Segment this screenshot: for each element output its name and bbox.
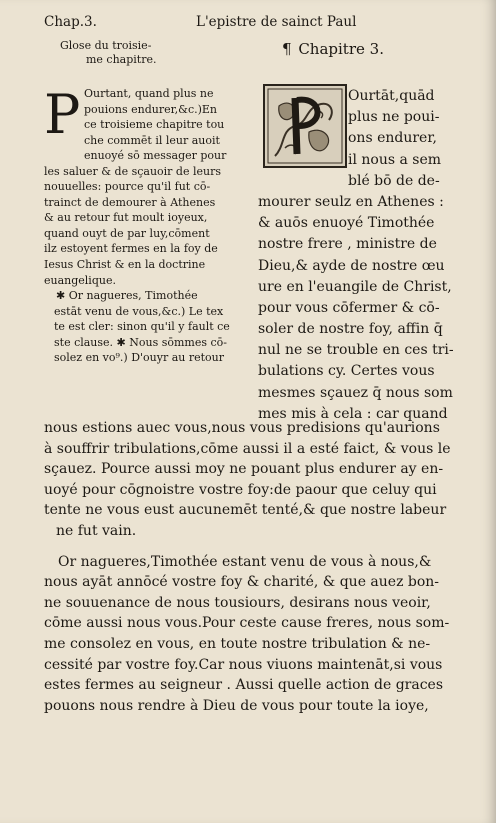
text-line: mesmes sçauez q̄ nous som bbox=[258, 384, 453, 401]
text-line: blé bō de de- bbox=[348, 172, 440, 189]
gloss-line: ste clause. ✱ Nous sōmmes cō- bbox=[54, 335, 228, 349]
gloss-line: ce troisieme chapitre tou bbox=[84, 118, 225, 132]
main-line: ne fut vain. bbox=[56, 522, 137, 539]
text-line: ure en l'euangile de Christ, bbox=[258, 278, 452, 295]
gloss-heading-line-1: Glose du troisie- bbox=[60, 39, 152, 52]
pilcrow-icon: ¶ bbox=[282, 40, 292, 58]
gloss-line: quand ouyt de par luy,cōment bbox=[44, 226, 210, 240]
text-line: pour vous cōfermer & cō- bbox=[258, 299, 440, 316]
gloss-line: trainct de demourer à Athenes bbox=[44, 195, 216, 209]
main-line: me consolez en vous, en toute nostre tribulation & ne- bbox=[44, 635, 431, 652]
text-line: plus ne poui- bbox=[348, 109, 440, 126]
gloss-drop-cap: P bbox=[44, 83, 81, 146]
text-line: & auōs enuoyé Timothée bbox=[258, 215, 435, 232]
gloss-line: te est cler: sinon qu'il y fault ce bbox=[54, 320, 230, 334]
gloss-line: nouuelles: pource qu'il fut cō- bbox=[44, 180, 211, 194]
text-line: nostre frere , ministre de bbox=[258, 236, 437, 253]
main-line: tente ne vous eust aucunemēt tenté,& que nostre labeur bbox=[44, 502, 447, 519]
main-line: cessité par vostre foy.Car nous viuons maintenāt,si vous bbox=[44, 656, 443, 673]
main-line: cōme aussi nous vous.Pour ceste cause freres, nous som- bbox=[44, 615, 450, 632]
paragraph-gap bbox=[44, 542, 484, 552]
running-head-chapter: Chap.3. bbox=[44, 14, 97, 30]
text-line: ons endurer, bbox=[348, 130, 437, 147]
main-line: à souffrir tribulations,cōme aussi il a esté faict, & vous le bbox=[44, 440, 451, 457]
main-line: sçauez. Pource aussi moy ne pouant plus endurer ay en- bbox=[44, 461, 444, 478]
gloss-line: estāt venu de vous,&c.) Le tex bbox=[54, 304, 224, 318]
gloss-column bbox=[44, 83, 244, 366]
text-line: nul ne se trouble en ces tri- bbox=[258, 342, 454, 359]
text-line: Dieu,& ayde de nostre œu bbox=[258, 257, 445, 274]
gloss-line: enuoyé sō messager pour bbox=[84, 149, 227, 163]
gloss-line: euangelique. bbox=[44, 273, 116, 287]
main-line: estes fermes au seigneur . Aussi quelle action de graces bbox=[44, 677, 444, 694]
text-line: mourer seulz en Athenes : bbox=[258, 193, 444, 210]
gloss-heading-line-2: me chapitre. bbox=[86, 53, 157, 66]
text-line: mes mis à cela : car quand bbox=[258, 405, 448, 422]
main-text-column bbox=[258, 86, 488, 425]
main-line: Or nagueres,Timothée estant venu de vous à nous,& bbox=[58, 553, 432, 570]
gloss-line: ilz estoyent fermes en la foy de bbox=[44, 242, 218, 256]
running-head-title: L'epistre de sainct Paul bbox=[196, 14, 357, 30]
gloss-line: Iesus Christ & en la doctrine bbox=[44, 258, 206, 272]
text-line: Ourtāt,quād bbox=[348, 88, 435, 104]
chapter-number: 3. bbox=[369, 40, 384, 58]
gloss-line: ✱ Or nagueres, Timothée bbox=[56, 289, 198, 303]
gloss-line: solez en vo⁹.) D'ouyr au retour bbox=[54, 351, 225, 365]
gloss-line: pouions endurer,&c.)En bbox=[84, 102, 218, 116]
main-line: nous ayāt annōcé vostre foy & charité, & que auez bon- bbox=[44, 574, 440, 591]
gloss-heading bbox=[60, 39, 250, 67]
running-head bbox=[0, 14, 496, 36]
text-line: il nous a sem bbox=[348, 151, 442, 168]
gloss-line: Ourtant, quand plus ne bbox=[84, 87, 214, 100]
main-line: ne souuenance de nous tousiours, desirans nous veoir, bbox=[44, 594, 431, 611]
text-line: soler de nostre foy, affin q̄ bbox=[258, 321, 443, 338]
chapter-label: Chapitre bbox=[298, 40, 365, 58]
chapter-heading bbox=[282, 40, 384, 58]
page-edge bbox=[496, 0, 500, 823]
main-line: nous estions auec vous,nous vous predisions qu'aurions bbox=[44, 420, 440, 436]
gloss-line: & au retour fut moult ioyeux, bbox=[44, 211, 208, 225]
text-line: bulations cy. Certes vous bbox=[258, 363, 435, 380]
main-line: pouons nous rendre à Dieu de vous pour toute la ioye, bbox=[44, 697, 429, 714]
gloss-line: che commēt il leur auoit bbox=[84, 133, 220, 147]
gloss-line: les saluer & de sçauoir de leurs bbox=[44, 164, 221, 178]
main-line: uoyé pour cōgnoistre vostre foy:de paour que celuy qui bbox=[44, 481, 437, 498]
full-width-text bbox=[44, 418, 484, 716]
